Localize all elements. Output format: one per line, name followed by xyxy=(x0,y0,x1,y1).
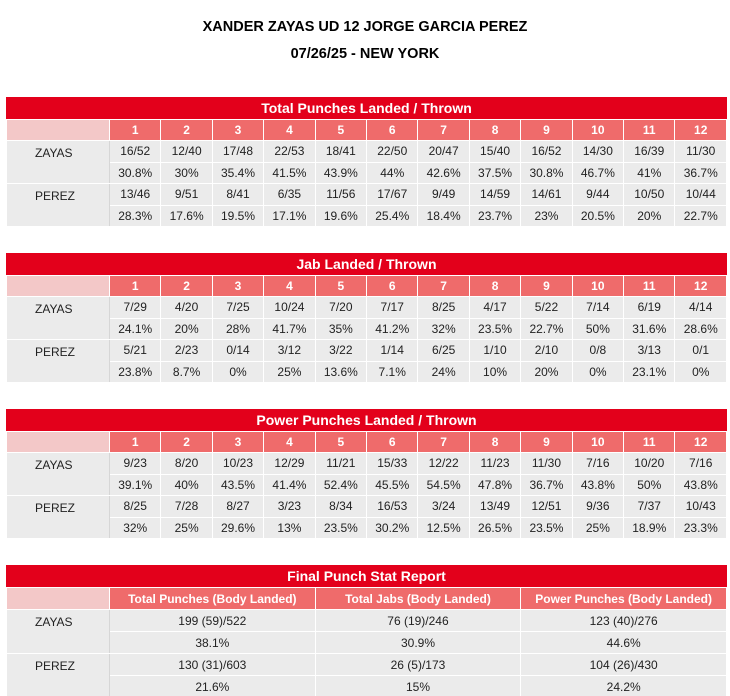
landed-thrown-cell: 8/25 xyxy=(110,496,161,518)
percentage-cell: 26.5% xyxy=(469,517,520,539)
landed-thrown-cell: 14/61 xyxy=(521,184,572,206)
percentage-cell: 31.6% xyxy=(624,318,675,340)
landed-thrown-cell: 11/23 xyxy=(469,453,520,475)
percentage-cell: 30.8% xyxy=(110,162,161,184)
report-title: XANDER ZAYAS UD 12 JORGE GARCIA PEREZ xyxy=(202,19,528,35)
percentage-cell: 0% xyxy=(572,361,623,383)
header-corner xyxy=(7,276,110,297)
percentage-cell: 32% xyxy=(110,517,161,539)
landed-thrown-cell: 0/14 xyxy=(212,340,263,362)
percentage-cell: 25.4% xyxy=(367,205,418,227)
landed-thrown-cell: 10/24 xyxy=(264,297,315,319)
landed-thrown-cell: 15/33 xyxy=(367,453,418,475)
round-header: 5 xyxy=(315,120,366,141)
percentage-cell: 22.7% xyxy=(521,318,572,340)
landed-thrown-cell: 7/14 xyxy=(572,297,623,319)
landed-thrown-cell: 14/59 xyxy=(469,184,520,206)
percentage-cell: 24% xyxy=(418,361,469,383)
landed-thrown-cell: 22/53 xyxy=(264,141,315,163)
percentage-cell: 54.5% xyxy=(418,474,469,496)
percentage-cell: 20% xyxy=(161,318,212,340)
table-title: Power Punches Landed / Thrown xyxy=(6,409,727,431)
column-header: Power Punches (Body Landed) xyxy=(521,588,727,610)
percentage-cell: 23.5% xyxy=(469,318,520,340)
table-row xyxy=(7,610,727,632)
total-cell: 76 (19)/246 xyxy=(315,610,521,632)
round-header: 10 xyxy=(572,432,623,453)
percentage-cell: 43.5% xyxy=(212,474,263,496)
percentage-cell: 28.6% xyxy=(675,318,727,340)
round-header: 2 xyxy=(161,276,212,297)
landed-thrown-cell: 10/44 xyxy=(675,184,727,206)
round-header: 9 xyxy=(521,276,572,297)
percentage-cell: 30% xyxy=(161,162,212,184)
round-header: 12 xyxy=(675,120,727,141)
percentage-cell: 18.9% xyxy=(624,517,675,539)
percentage-cell: 22.7% xyxy=(675,205,727,227)
round-header: 7 xyxy=(418,432,469,453)
landed-thrown-cell: 3/12 xyxy=(264,340,315,362)
landed-thrown-cell: 5/22 xyxy=(521,297,572,319)
percentage-cell: 20% xyxy=(624,205,675,227)
landed-thrown-cell: 9/44 xyxy=(572,184,623,206)
landed-thrown-cell: 11/21 xyxy=(315,453,366,475)
round-header: 5 xyxy=(315,276,366,297)
round-header: 10 xyxy=(572,276,623,297)
percentage-cell: 38.1% xyxy=(110,632,316,654)
percentage-cell: 7.1% xyxy=(367,361,418,383)
percentage-cell: 23.3% xyxy=(675,517,727,539)
percentage-cell: 45.5% xyxy=(367,474,418,496)
percentage-cell: 30.2% xyxy=(367,517,418,539)
round-header: 12 xyxy=(675,432,727,453)
landed-thrown-cell: 10/50 xyxy=(624,184,675,206)
round-header: 6 xyxy=(367,276,418,297)
round-header: 10 xyxy=(572,120,623,141)
percentage-cell: 29.6% xyxy=(212,517,263,539)
landed-thrown-cell: 18/41 xyxy=(315,141,366,163)
percentage-cell: 15% xyxy=(315,676,521,696)
round-header: 12 xyxy=(675,276,727,297)
landed-thrown-cell: 2/10 xyxy=(521,340,572,362)
landed-thrown-cell: 4/14 xyxy=(675,297,727,319)
percentage-cell: 41.7% xyxy=(264,318,315,340)
landed-thrown-cell: 16/52 xyxy=(110,141,161,163)
table-row xyxy=(7,453,727,475)
landed-thrown-cell: 10/43 xyxy=(675,496,727,518)
landed-thrown-cell: 5/21 xyxy=(110,340,161,362)
percentage-cell: 20.5% xyxy=(572,205,623,227)
landed-thrown-cell: 9/36 xyxy=(572,496,623,518)
percentage-cell: 42.6% xyxy=(418,162,469,184)
percentage-cell: 36.7% xyxy=(675,162,727,184)
total-cell: 123 (40)/276 xyxy=(521,610,727,632)
landed-thrown-cell: 0/8 xyxy=(572,340,623,362)
table-row xyxy=(7,340,727,362)
landed-thrown-cell: 6/35 xyxy=(264,184,315,206)
landed-thrown-cell: 9/23 xyxy=(110,453,161,475)
table-row xyxy=(7,361,727,383)
landed-thrown-cell: 8/25 xyxy=(418,297,469,319)
percentage-cell: 25% xyxy=(264,361,315,383)
landed-thrown-cell: 7/29 xyxy=(110,297,161,319)
fighter-name: ZAYAS xyxy=(7,610,110,654)
percentage-cell: 40% xyxy=(161,474,212,496)
round-header: 8 xyxy=(469,120,520,141)
fighter-name: PEREZ xyxy=(7,654,110,696)
percentage-cell: 12.5% xyxy=(418,517,469,539)
landed-thrown-cell: 11/56 xyxy=(315,184,366,206)
round-header: 3 xyxy=(212,276,263,297)
percentage-cell: 21.6% xyxy=(110,676,316,696)
table-row xyxy=(7,297,727,319)
percentage-cell: 50% xyxy=(572,318,623,340)
landed-thrown-cell: 2/23 xyxy=(161,340,212,362)
landed-thrown-cell: 11/30 xyxy=(521,453,572,475)
round-header: 5 xyxy=(315,432,366,453)
round-header: 11 xyxy=(624,276,675,297)
landed-thrown-cell: 3/24 xyxy=(418,496,469,518)
percentage-cell: 23.5% xyxy=(315,517,366,539)
landed-thrown-cell: 1/14 xyxy=(367,340,418,362)
percentage-cell: 28% xyxy=(212,318,263,340)
landed-thrown-cell: 12/40 xyxy=(161,141,212,163)
percentage-cell: 23.7% xyxy=(469,205,520,227)
percentage-cell: 17.1% xyxy=(264,205,315,227)
landed-thrown-cell: 7/25 xyxy=(212,297,263,319)
percentage-cell: 52.4% xyxy=(315,474,366,496)
percentage-cell: 25% xyxy=(572,517,623,539)
round-header: 1 xyxy=(110,432,161,453)
total-cell: 199 (59)/522 xyxy=(110,610,316,632)
column-header: Total Jabs (Body Landed) xyxy=(315,588,521,610)
landed-thrown-cell: 8/41 xyxy=(212,184,263,206)
table-row xyxy=(7,517,727,539)
landed-thrown-cell: 3/22 xyxy=(315,340,366,362)
percentage-cell: 43.8% xyxy=(572,474,623,496)
total-cell: 104 (26)/430 xyxy=(521,654,727,676)
percentage-cell: 50% xyxy=(624,474,675,496)
landed-thrown-cell: 12/29 xyxy=(264,453,315,475)
percentage-cell: 23% xyxy=(521,205,572,227)
table-title: Total Punches Landed / Thrown xyxy=(6,97,727,119)
landed-thrown-cell: 3/23 xyxy=(264,496,315,518)
table-title: Final Punch Stat Report xyxy=(6,565,727,587)
landed-thrown-cell: 13/49 xyxy=(469,496,520,518)
table-row xyxy=(7,496,727,518)
percentage-cell: 41.4% xyxy=(264,474,315,496)
round-header: 11 xyxy=(624,432,675,453)
table-row xyxy=(7,318,727,340)
table-row xyxy=(7,184,727,206)
percentage-cell: 43.8% xyxy=(675,474,727,496)
round-header: 4 xyxy=(264,120,315,141)
header-corner xyxy=(7,588,110,610)
round-header: 9 xyxy=(521,120,572,141)
landed-thrown-cell: 4/17 xyxy=(469,297,520,319)
percentage-cell: 44.6% xyxy=(521,632,727,654)
landed-thrown-cell: 20/47 xyxy=(418,141,469,163)
column-header: Total Punches (Body Landed) xyxy=(110,588,316,610)
round-header: 4 xyxy=(264,276,315,297)
header-corner xyxy=(7,120,110,141)
landed-thrown-cell: 8/20 xyxy=(161,453,212,475)
percentage-cell: 30.8% xyxy=(521,162,572,184)
landed-thrown-cell: 7/16 xyxy=(572,453,623,475)
table-row xyxy=(7,654,727,676)
landed-thrown-cell: 12/51 xyxy=(521,496,572,518)
percentage-cell: 23.8% xyxy=(110,361,161,383)
round-header: 1 xyxy=(110,120,161,141)
round-header: 4 xyxy=(264,432,315,453)
fighter-name: ZAYAS xyxy=(7,297,110,340)
landed-thrown-cell: 7/17 xyxy=(367,297,418,319)
landed-thrown-cell: 7/16 xyxy=(675,453,727,475)
percentage-cell: 36.7% xyxy=(521,474,572,496)
table-row xyxy=(7,474,727,496)
table-row xyxy=(7,205,727,227)
fighter-name: PEREZ xyxy=(7,340,110,383)
percentage-cell: 39.1% xyxy=(110,474,161,496)
percentage-cell: 32% xyxy=(418,318,469,340)
percentage-cell: 19.5% xyxy=(212,205,263,227)
landed-thrown-cell: 1/10 xyxy=(469,340,520,362)
round-header: 6 xyxy=(367,432,418,453)
round-header: 2 xyxy=(161,120,212,141)
total-cell: 130 (31)/603 xyxy=(110,654,316,676)
round-header: 7 xyxy=(418,120,469,141)
round-header: 1 xyxy=(110,276,161,297)
round-header: 8 xyxy=(469,276,520,297)
total-cell: 26 (5)/173 xyxy=(315,654,521,676)
percentage-cell: 24.1% xyxy=(110,318,161,340)
landed-thrown-cell: 10/20 xyxy=(624,453,675,475)
percentage-cell: 30.9% xyxy=(315,632,521,654)
percentage-cell: 0% xyxy=(675,361,727,383)
landed-thrown-cell: 13/46 xyxy=(110,184,161,206)
percentage-cell: 28.3% xyxy=(110,205,161,227)
percentage-cell: 41.2% xyxy=(367,318,418,340)
table-row xyxy=(7,676,727,696)
landed-thrown-cell: 22/50 xyxy=(367,141,418,163)
percentage-cell: 25% xyxy=(161,517,212,539)
landed-thrown-cell: 16/52 xyxy=(521,141,572,163)
landed-thrown-cell: 7/20 xyxy=(315,297,366,319)
percentage-cell: 20% xyxy=(521,361,572,383)
table-title: Jab Landed / Thrown xyxy=(6,253,727,275)
landed-thrown-cell: 3/13 xyxy=(624,340,675,362)
final-report-table xyxy=(6,565,727,696)
round-header: 7 xyxy=(418,276,469,297)
percentage-cell: 43.9% xyxy=(315,162,366,184)
round-header: 3 xyxy=(212,432,263,453)
landed-thrown-cell: 0/1 xyxy=(675,340,727,362)
percentage-cell: 35% xyxy=(315,318,366,340)
stat-table-3 xyxy=(6,409,727,539)
round-header: 3 xyxy=(212,120,263,141)
percentage-cell: 23.5% xyxy=(521,517,572,539)
landed-thrown-cell: 12/22 xyxy=(418,453,469,475)
table-row xyxy=(7,141,727,163)
round-header: 11 xyxy=(624,120,675,141)
percentage-cell: 17.6% xyxy=(161,205,212,227)
table-row xyxy=(7,632,727,654)
percentage-cell: 10% xyxy=(469,361,520,383)
landed-thrown-cell: 17/48 xyxy=(212,141,263,163)
landed-thrown-cell: 8/34 xyxy=(315,496,366,518)
landed-thrown-cell: 11/30 xyxy=(675,141,727,163)
percentage-cell: 18.4% xyxy=(418,205,469,227)
landed-thrown-cell: 16/39 xyxy=(624,141,675,163)
landed-thrown-cell: 6/19 xyxy=(624,297,675,319)
fighter-name: ZAYAS xyxy=(7,453,110,496)
landed-thrown-cell: 9/49 xyxy=(418,184,469,206)
round-header: 2 xyxy=(161,432,212,453)
percentage-cell: 0% xyxy=(212,361,263,383)
table-row xyxy=(7,162,727,184)
percentage-cell: 41% xyxy=(624,162,675,184)
fighter-name: PEREZ xyxy=(7,184,110,227)
landed-thrown-cell: 7/28 xyxy=(161,496,212,518)
percentage-cell: 19.6% xyxy=(315,205,366,227)
landed-thrown-cell: 10/23 xyxy=(212,453,263,475)
round-header: 6 xyxy=(367,120,418,141)
percentage-cell: 23.1% xyxy=(624,361,675,383)
landed-thrown-cell: 8/27 xyxy=(212,496,263,518)
landed-thrown-cell: 6/25 xyxy=(418,340,469,362)
landed-thrown-cell: 16/53 xyxy=(367,496,418,518)
landed-thrown-cell: 17/67 xyxy=(367,184,418,206)
percentage-cell: 24.2% xyxy=(521,676,727,696)
percentage-cell: 8.7% xyxy=(161,361,212,383)
percentage-cell: 44% xyxy=(367,162,418,184)
round-header: 9 xyxy=(521,432,572,453)
round-header: 8 xyxy=(469,432,520,453)
stat-table-2 xyxy=(6,253,727,383)
percentage-cell: 47.8% xyxy=(469,474,520,496)
fighter-name: ZAYAS xyxy=(7,141,110,184)
landed-thrown-cell: 15/40 xyxy=(469,141,520,163)
percentage-cell: 46.7% xyxy=(572,162,623,184)
landed-thrown-cell: 14/30 xyxy=(572,141,623,163)
landed-thrown-cell: 4/20 xyxy=(161,297,212,319)
stat-table-1 xyxy=(6,97,727,227)
percentage-cell: 41.5% xyxy=(264,162,315,184)
fighter-name: PEREZ xyxy=(7,496,110,539)
report-subtitle: 07/26/25 - NEW YORK xyxy=(290,46,440,62)
percentage-cell: 35.4% xyxy=(212,162,263,184)
landed-thrown-cell: 9/51 xyxy=(161,184,212,206)
header-corner xyxy=(7,432,110,453)
landed-thrown-cell: 7/37 xyxy=(624,496,675,518)
percentage-cell: 13.6% xyxy=(315,361,366,383)
percentage-cell: 37.5% xyxy=(469,162,520,184)
percentage-cell: 13% xyxy=(264,517,315,539)
